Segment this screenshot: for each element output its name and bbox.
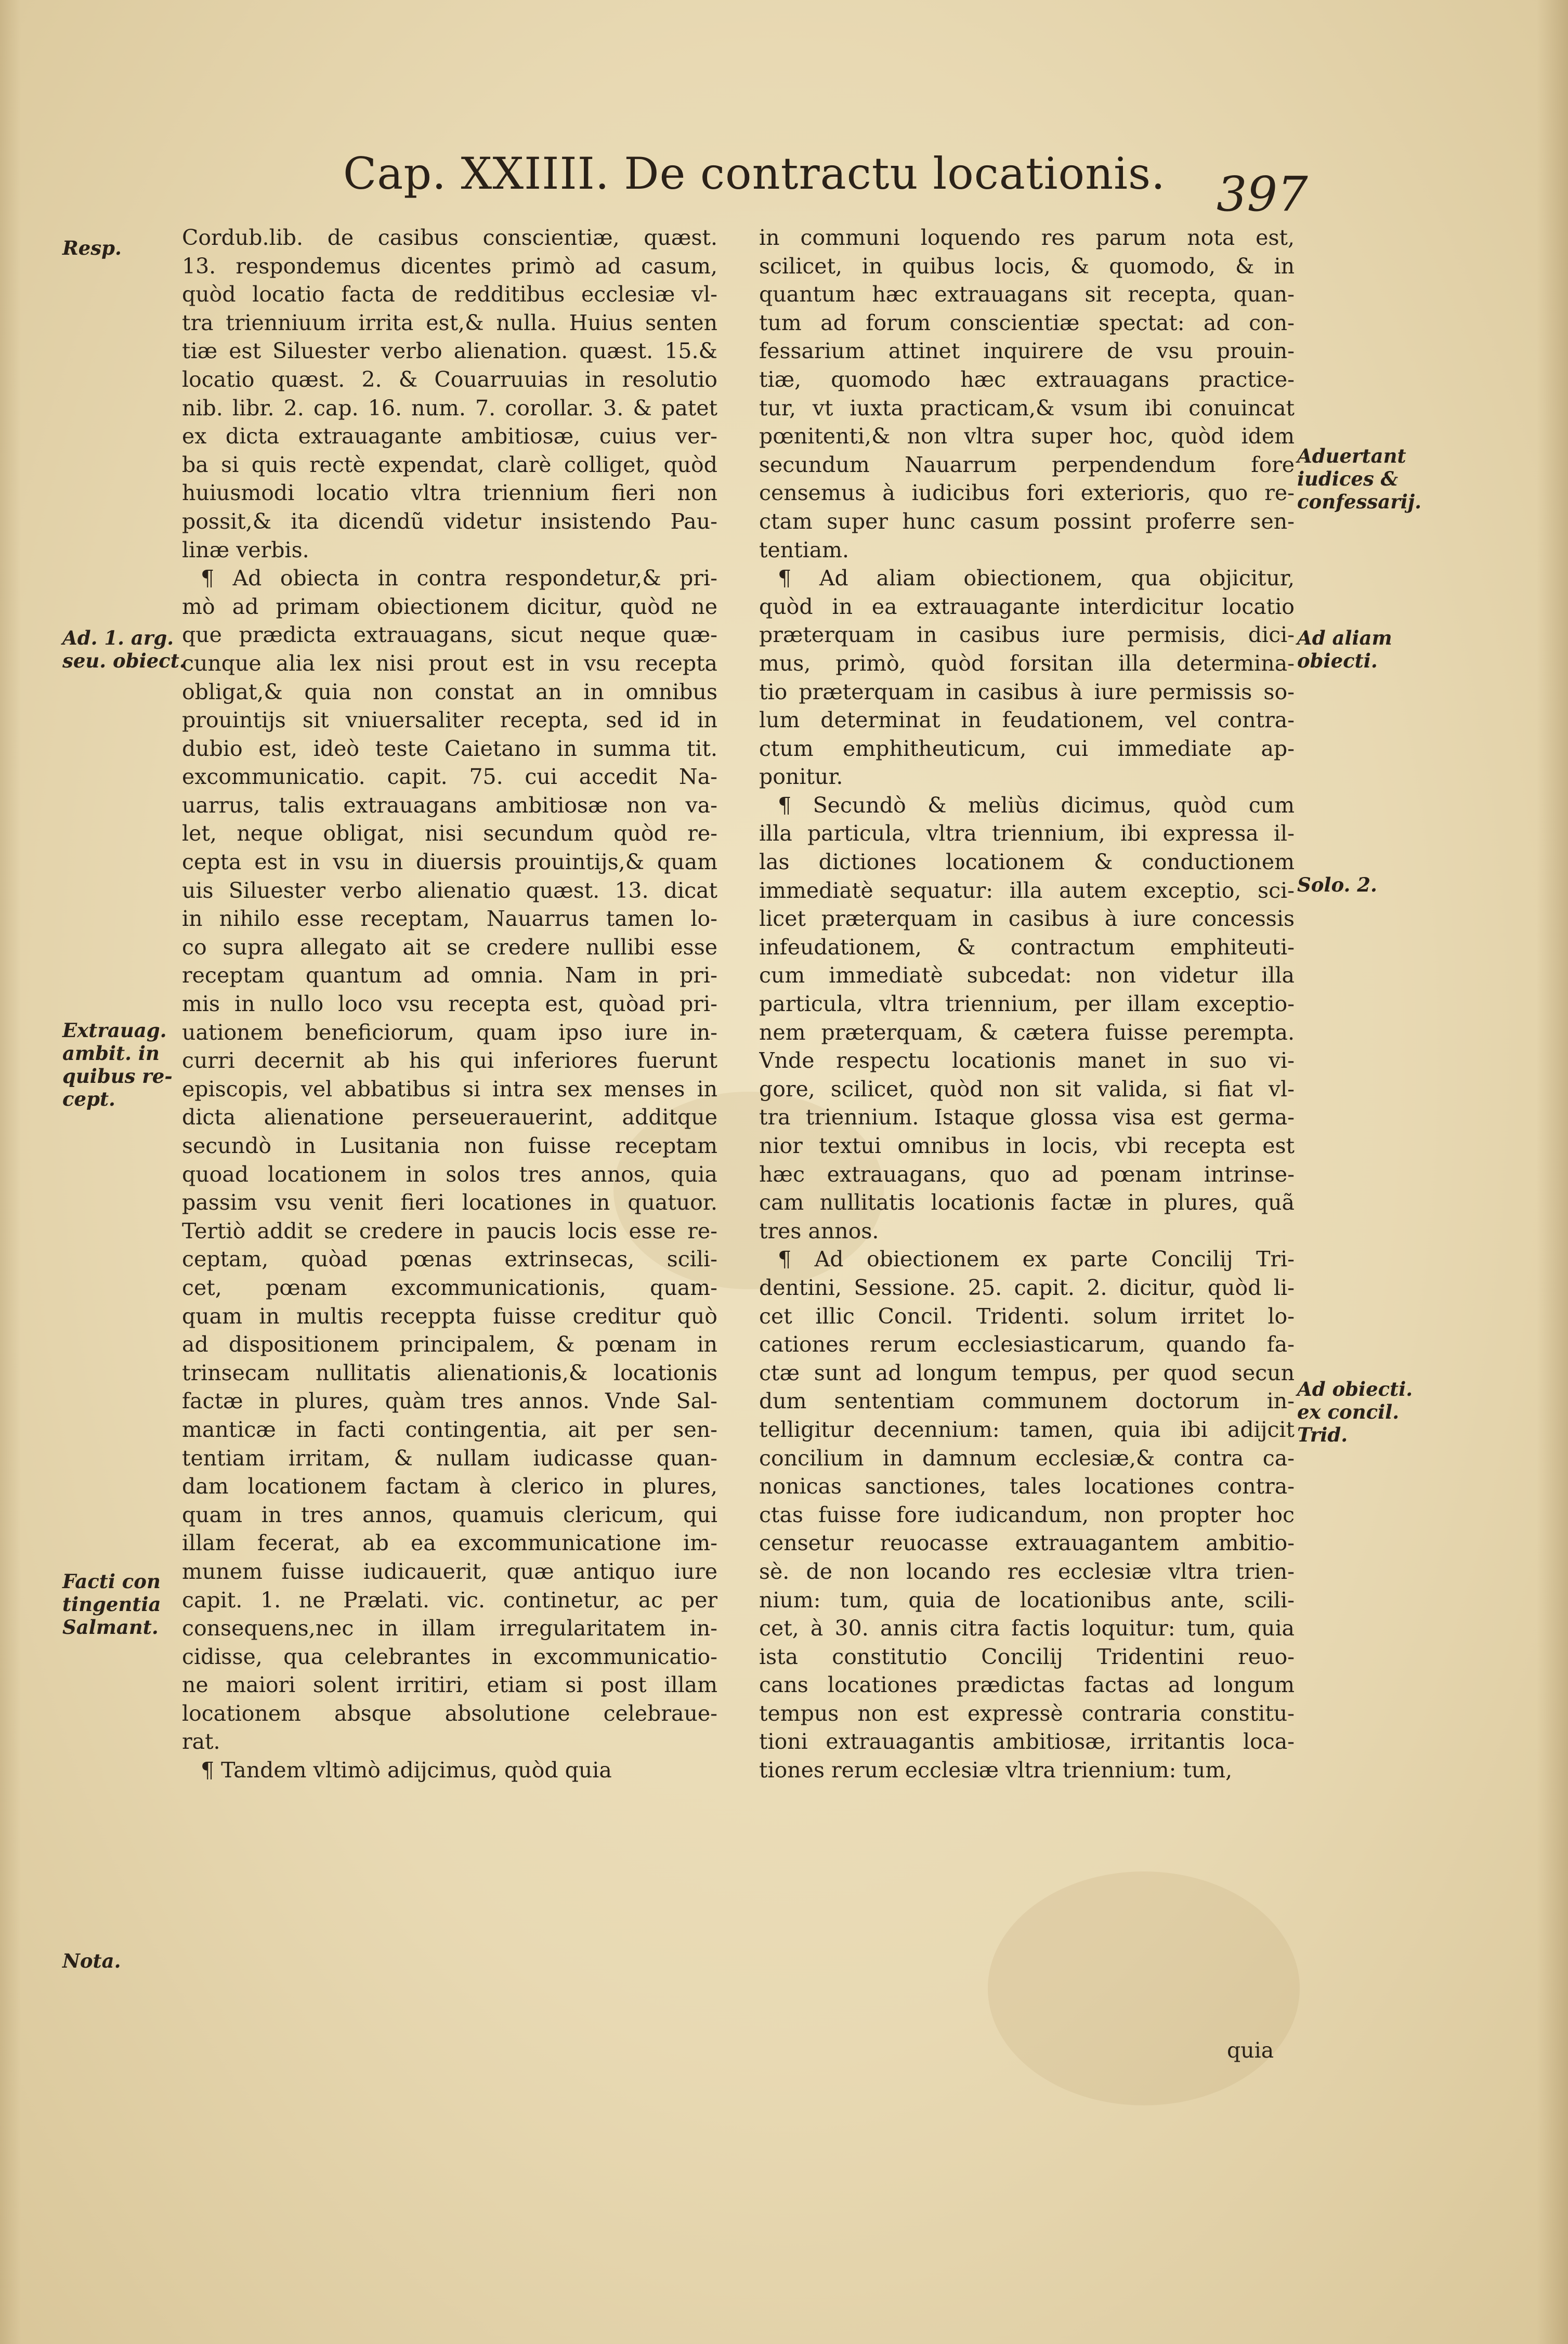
text-line: dicta alienatione perseuerauerint, additque [182, 1105, 717, 1130]
text-line: illam fecerat, ab ea excommunicatione im- [182, 1530, 717, 1556]
left-text-column [182, 224, 717, 1785]
text-line: tra trienniuum irrita est,& nulla. Huius senten [182, 310, 717, 335]
text-line: Vnde respectu locationis manet in suo vi- [759, 1048, 1295, 1073]
text-line: tiæ est Siluester verbo alienation. quæst. 15.& [182, 338, 717, 364]
text-line: quòd in ea extrauagante interdicitur locatio [759, 594, 1295, 619]
text-line: immediatè sequatur: illa autem exceptio, sci- [759, 878, 1295, 903]
catchword: quia [1227, 2038, 1274, 2063]
text-line: quoad locationem in solos tres annos, quia [182, 1161, 717, 1187]
text-line: quòd locatio facta de redditibus ecclesiæ vl- [182, 282, 717, 307]
margin-note: Ad obiecti. ex concil. Trid. [1297, 1378, 1413, 1446]
text-line: ceptam, quòad pœnas extrinsecas, scili- [182, 1247, 717, 1272]
text-line: dam locationem factam à clerico in plures, [182, 1474, 717, 1499]
text-line: mis in nullo loco vsu recepta est, quòad pri- [182, 991, 717, 1017]
text-line: possit,& ita dicendũ videtur insistendo Pau- [182, 508, 717, 534]
text-line: ctam super hunc casum possint proferre sen- [759, 508, 1295, 534]
text-line: tum ad forum conscientiæ spectat: ad con- [759, 310, 1295, 335]
text-line: cunque alia lex nisi prout est in vsu recepta [182, 650, 717, 676]
text-line: rat. [182, 1729, 220, 1754]
text-line: excommunicatio. capit. 75. cui accedit Na- [182, 764, 717, 790]
text-line: 13. respondemus dicentes primò ad casum, [182, 253, 717, 279]
text-line: ¶ Ad obiecta in contra respondetur,& pri- [201, 566, 717, 591]
text-line: nium: tum, quia de locationibus ante, scili- [759, 1587, 1295, 1613]
text-line: censetur reuocasse extrauagantem ambitio- [759, 1530, 1295, 1556]
text-line: prouintijs sit vniuersaliter recepta, sed id in [182, 708, 717, 733]
text-line: nib. libr. 2. cap. 16. num. 7. corollar. 3. & patet [182, 395, 717, 421]
text-line: infeudationem, & contractum emphiteuti- [759, 934, 1295, 960]
text-line: uarrus, talis extrauagans ambitiosæ non va- [182, 792, 717, 818]
text-line: ad dispositionem principalem, & pœnam in [182, 1332, 717, 1357]
margin-note: Nota. [62, 1949, 121, 1972]
text-line: mus, primò, quòd forsitan illa determina- [759, 650, 1295, 676]
text-line: let, neque obligat, nisi secundum quòd re- [182, 821, 717, 846]
text-line: ¶ Ad obiectionem ex parte Concilij Tri- [778, 1247, 1295, 1272]
text-line: nem præterquam, & cætera fuisse perempta. [759, 1019, 1295, 1045]
margin-note: Aduertant iudices & confessarij. [1297, 444, 1422, 513]
text-line: tio præterquam in casibus à iure permissis so- [759, 679, 1295, 704]
text-line: cans locationes prædictas factas ad longum [759, 1672, 1295, 1698]
margin-note: Ad. 1. arg. seu. obiect. [62, 626, 186, 672]
text-line: dum sententiam communem doctorum in- [759, 1389, 1295, 1414]
text-line: illa particula, vltra triennium, ibi expressa il- [759, 821, 1295, 846]
text-line: episcopis, vel abbatibus si intra sex menses in [182, 1076, 717, 1102]
text-line: tentiam irritam, & nullam iudicasse quan- [182, 1445, 717, 1471]
text-line: cet, pœnam excommunicationis, quam- [182, 1275, 717, 1300]
text-line: particula, vltra triennium, per illam exceptio- [759, 991, 1295, 1017]
text-line: tur, vt iuxta practicam,& vsum ibi conuincat [759, 395, 1295, 421]
text-line: nonicas sanctiones, tales locationes contra- [759, 1474, 1295, 1499]
text-line: tentiam. [759, 537, 850, 562]
text-line: receptam quantum ad omnia. Nam in pri- [182, 963, 717, 988]
page-number: 397 [1217, 166, 1308, 222]
text-line: factæ in plures, quàm tres annos. Vnde Sal- [182, 1389, 717, 1414]
text-line: fessarium attinet inquirere de vsu prouin- [759, 338, 1295, 364]
text-line: locationem absque absolutione celebraue- [182, 1700, 717, 1726]
text-line: sè. de non locando res ecclesiæ vltra trien- [759, 1559, 1295, 1584]
text-line: quam in tres annos, quamuis clericum, qui [182, 1502, 717, 1527]
text-line: que prædicta extrauagans, sicut neque quæ- [182, 622, 717, 648]
text-line: hæc extrauagans, quo ad pœnam intrinse- [759, 1161, 1295, 1187]
text-line: ba si quis rectè expendat, clarè colliget, quòd [182, 452, 717, 477]
text-line: munem fuisse iudicauerit, quæ antiquo iure [182, 1559, 717, 1584]
text-line: telligitur decennium: tamen, quia ibi adijcit [759, 1417, 1295, 1442]
text-line: uationem beneficiorum, quam ipso iure in- [182, 1019, 717, 1045]
text-line: trinsecam nullitatis alienationis,& locationis [182, 1360, 717, 1385]
text-line: huiusmodi locatio vltra triennium fieri non [182, 480, 717, 506]
text-line: co supra allegato ait se credere nullibi esse [182, 934, 717, 960]
margin-note: Resp. [62, 237, 122, 259]
text-line: censemus à iudicibus fori exterioris, quo re- [759, 480, 1295, 506]
text-line: mò ad primam obiectionem dicitur, quòd ne [182, 594, 717, 619]
text-line: cidisse, qua celebrantes in excommunicatio- [182, 1644, 717, 1669]
text-line: cationes rerum ecclesiasticarum, quando fa- [759, 1332, 1295, 1357]
text-line: ¶ Secundò & meliùs dicimus, quòd cum [778, 792, 1295, 818]
text-line: passim vsu venit fieri locationes in quatuor. [182, 1190, 717, 1215]
text-line: tiæ, quomodo hæc extrauagans practice- [759, 366, 1295, 392]
text-line: tempus non est expressè contraria constitu- [759, 1700, 1295, 1726]
text-line: secundò in Lusitania non fuisse receptam [182, 1133, 717, 1158]
text-line: secundum Nauarrum perpendendum fore [759, 452, 1295, 477]
text-line: tiones rerum ecclesiæ vltra triennium: tum, [759, 1758, 1233, 1783]
text-line: pœnitenti,& non vltra super hoc, quòd idem [759, 424, 1295, 449]
text-line: linæ verbis. [182, 537, 309, 562]
text-line: dubio est, ideò teste Caietano in summa tit. [182, 736, 717, 761]
text-line: locatio quæst. 2. & Couarruuias in resolutio [182, 366, 717, 392]
text-line: ctum emphitheuticum, cui immediate ap- [759, 736, 1295, 761]
text-line: consequens,nec in illam irregularitatem in- [182, 1616, 717, 1641]
page-right-shadow [1537, 0, 1568, 2344]
text-line: cam nullitatis locationis factæ in plures, quã [759, 1190, 1295, 1215]
text-line: gore, scilicet, quòd non sit valida, si fiat vl- [759, 1076, 1295, 1102]
text-line: cet, à 30. annis citra factis loquitur: tum, quia [759, 1616, 1295, 1641]
text-line: ponitur. [759, 764, 843, 790]
text-line: tres annos. [759, 1218, 879, 1243]
text-line: dentini, Sessione. 25. capit. 2. dicitur, quòd li- [759, 1275, 1295, 1300]
margin-note: Solo. 2. [1297, 873, 1377, 896]
text-line: capit. 1. ne Prælati. vic. continetur, ac per [182, 1587, 717, 1613]
text-line: curri decernit ab his qui inferiores fuerunt [182, 1048, 717, 1073]
right-text-column [759, 224, 1295, 1785]
text-line: obligat,& quia non constat an in omnibus [182, 679, 717, 704]
text-line: Tertiò addit se credere in paucis locis esse re- [182, 1218, 717, 1243]
text-line: uis Siluester verbo alienatio quæst. 13. dicat [182, 878, 717, 903]
margin-note: Ad aliam obiecti. [1297, 626, 1392, 672]
running-header [343, 148, 1310, 216]
chapter-title: Cap. XXIIII. De contractu locationis. [343, 148, 1166, 199]
text-line: ctæ sunt ad longum tempus, per quod secun [759, 1360, 1295, 1385]
margin-note: Facti con tingentia Salmant. [62, 1570, 161, 1639]
margin-note: Extrauag. ambit. in quibus re- cept. [62, 1019, 173, 1110]
paper-stain [988, 1871, 1300, 2105]
text-line: concilium in damnum ecclesiæ,& contra ca- [759, 1445, 1295, 1471]
text-line: cum immediatè subcedat: non videtur illa [759, 963, 1295, 988]
text-line: quantum hæc extrauagans sit recepta, quan- [759, 282, 1295, 307]
text-line: ista constitutio Concilij Tridentini reuo- [759, 1644, 1295, 1669]
text-line: scilicet, in quibus locis, & quomodo, & in [759, 253, 1295, 279]
text-line: in communi loquendo res parum nota est, [759, 225, 1295, 250]
text-line: præterquam in casibus iure permisis, dici- [759, 622, 1295, 648]
text-line: cet illic Concil. Tridenti. solum irritet lo- [759, 1303, 1295, 1329]
text-line: in nihilo esse receptam, Nauarrus tamen lo- [182, 906, 717, 932]
text-line: lum determinat in feudationem, vel contra- [759, 708, 1295, 733]
text-line: ex dicta extrauagante ambitiosæ, cuius ver- [182, 424, 717, 449]
text-line: tioni extrauagantis ambitiosæ, irritantis loca- [759, 1729, 1295, 1754]
text-line: ne maiori solent irritiri, etiam si post illam [182, 1672, 717, 1698]
text-line: licet præterquam in casibus à iure concessis [759, 906, 1295, 932]
page-left-shadow [0, 0, 21, 2344]
text-line: quam in multis receppta fuisse creditur quò [182, 1303, 717, 1329]
text-line: manticæ in facti contingentia, ait per sen- [182, 1417, 717, 1442]
text-line: ¶ Ad aliam obiectionem, qua objicitur, [778, 566, 1295, 591]
text-line: las dictiones locationem & conductionem [759, 849, 1295, 875]
text-line: nior textui omnibus in locis, vbi recepta est [759, 1133, 1295, 1158]
text-line: tra triennium. Istaque glossa visa est germa- [759, 1105, 1295, 1130]
text-line: Cordub.lib. de casibus conscientiæ, quæst. [182, 225, 717, 250]
text-line: ¶ Tandem vltimò adijcimus, quòd quia [201, 1758, 612, 1783]
text-line: ctas fuisse fore iudicandum, non propter hoc [759, 1502, 1295, 1527]
text-line: cepta est in vsu in diuersis prouintijs,& quam [182, 849, 717, 875]
